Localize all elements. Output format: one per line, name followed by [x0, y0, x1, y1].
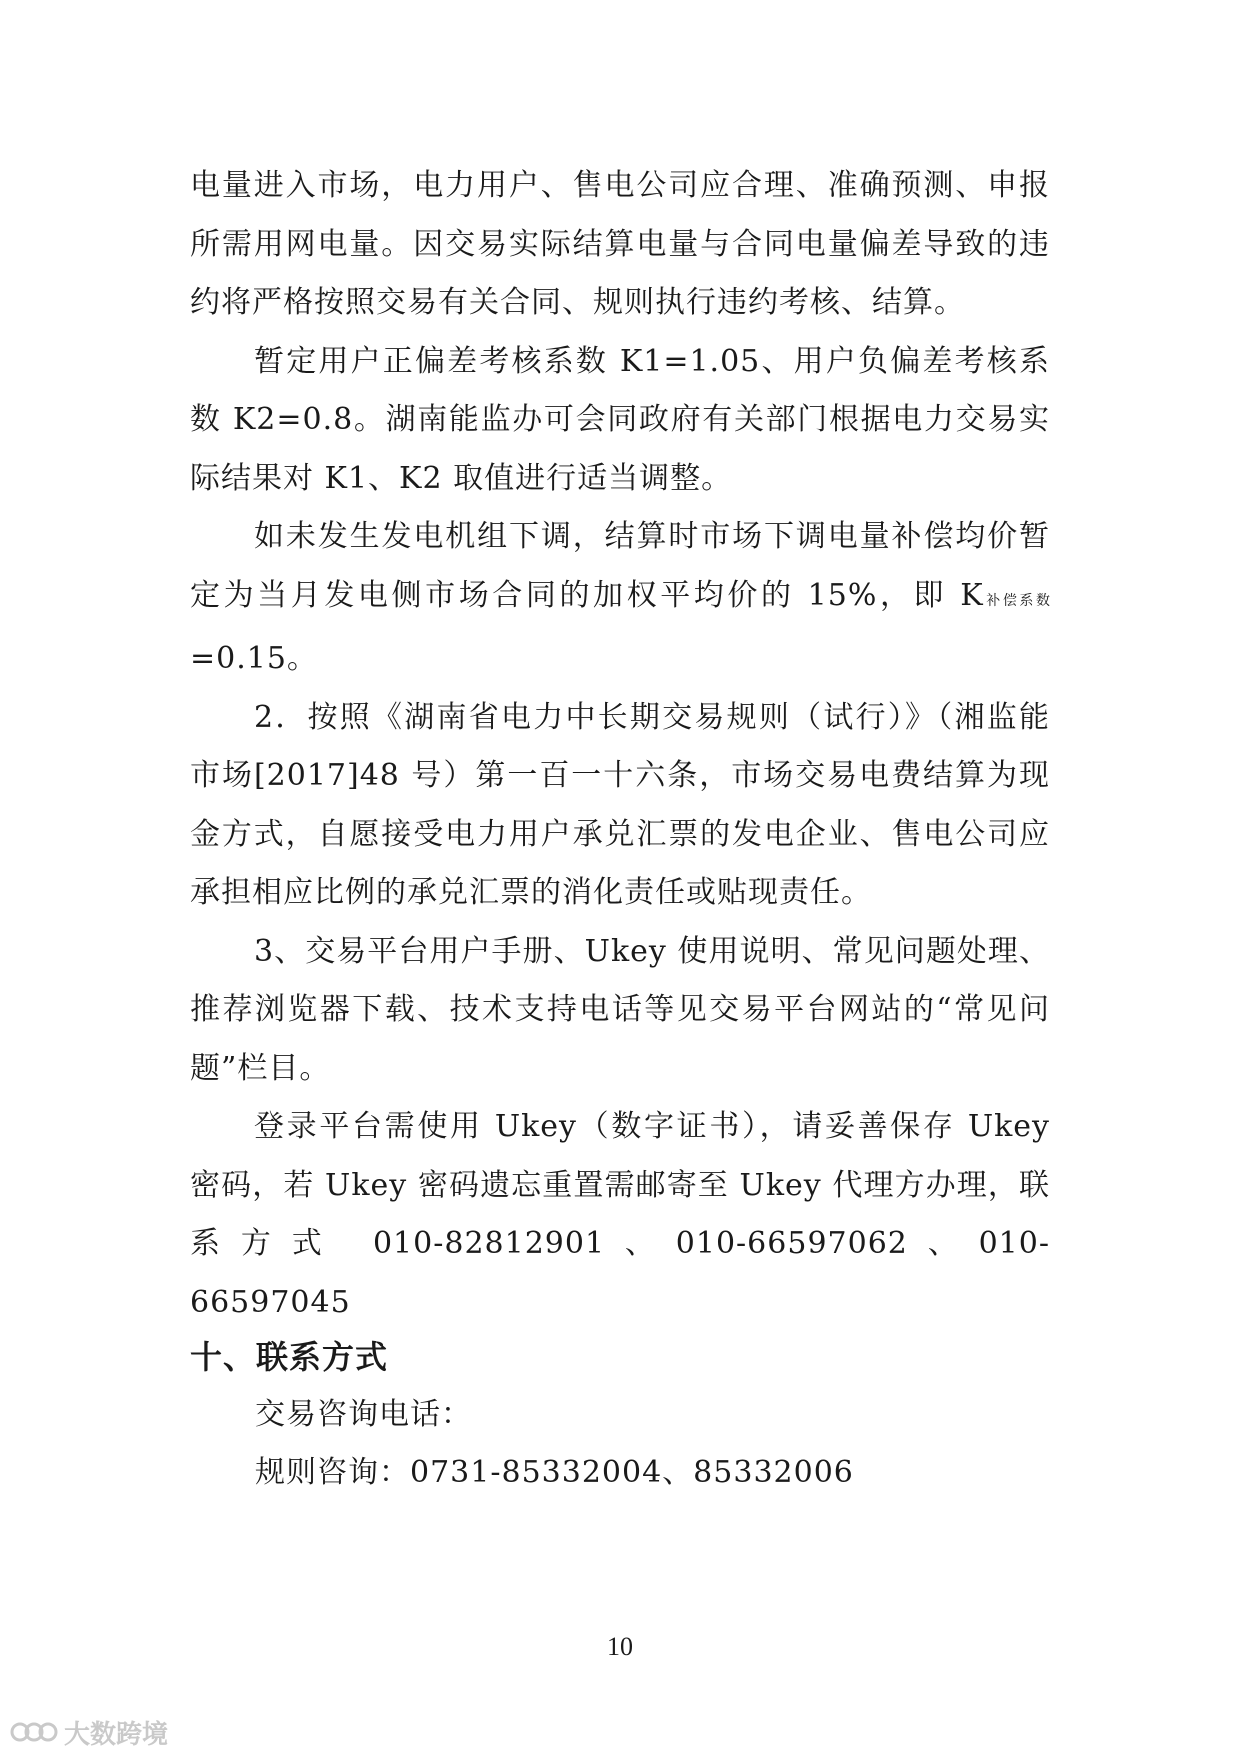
logo-icon	[10, 1718, 58, 1746]
watermark	[10, 1716, 168, 1748]
paragraph-3	[190, 508, 1050, 689]
paragraph-3-text: 如未发生发电机组下调，结算时市场下调电量补偿均价暂定为当月发电侧市场合同的加权平均价的 15%，即 K	[190, 519, 1050, 613]
paragraph-4: 2．按照《湖南省电力中长期交易规则（试行）》（湘监能市场[2017]48 号）第一百一十六条，市场交易电费结算为现金方式，自愿接受电力用户承兑汇票的发电企业、售电公司应承担相应比例的承兑汇票的消化责任或贴现责任。	[190, 699, 1050, 910]
page-number: 10	[607, 1632, 633, 1661]
paragraph-2: 暂定用户正偏差考核系数 K1=1.05、用户负偏差考核系数 K2=0.8。湖南能监办可会同政府有关部门根据电力交易实际结果对 K1、K2 取值进行适当调整。	[190, 343, 1050, 496]
subscript-compensation-coefficient: 补偿系数	[983, 592, 1051, 609]
contact-rules-phone: 规则咨询：0731-85332004、85332006	[255, 1455, 854, 1490]
section-heading-contact: 十、联系方式	[190, 1338, 389, 1376]
contact-trading-phone: 交易咨询电话：	[255, 1397, 472, 1432]
paragraph-3-tail: =0.15。	[190, 641, 318, 676]
paragraph-6: 登录平台需使用 Ukey（数字证书），请妥善保存 Ukey 密码，若 Ukey 密码遗忘重置需邮寄至 Ukey 代理方办理，联系方式 010-82812901、010-66597062、010-66597045	[190, 1109, 1050, 1320]
paragraph-5: 3、交易平台用户手册、Ukey 使用说明、常见问题处理、推荐浏览器下载、技术支持电话等见交易平台网站的“常见问题”栏目。	[190, 933, 1050, 1086]
paragraph-1: 电量进入市场，电力用户、售电公司应合理、准确预测、申报所需用网电量。因交易实际结算电量与合同电量偏差导致的违约将严格按照交易有关合同、规则执行违约考核、结算。	[190, 168, 1050, 320]
body-text	[190, 157, 1050, 1332]
watermark-text: 大数跨境	[64, 1719, 169, 1750]
